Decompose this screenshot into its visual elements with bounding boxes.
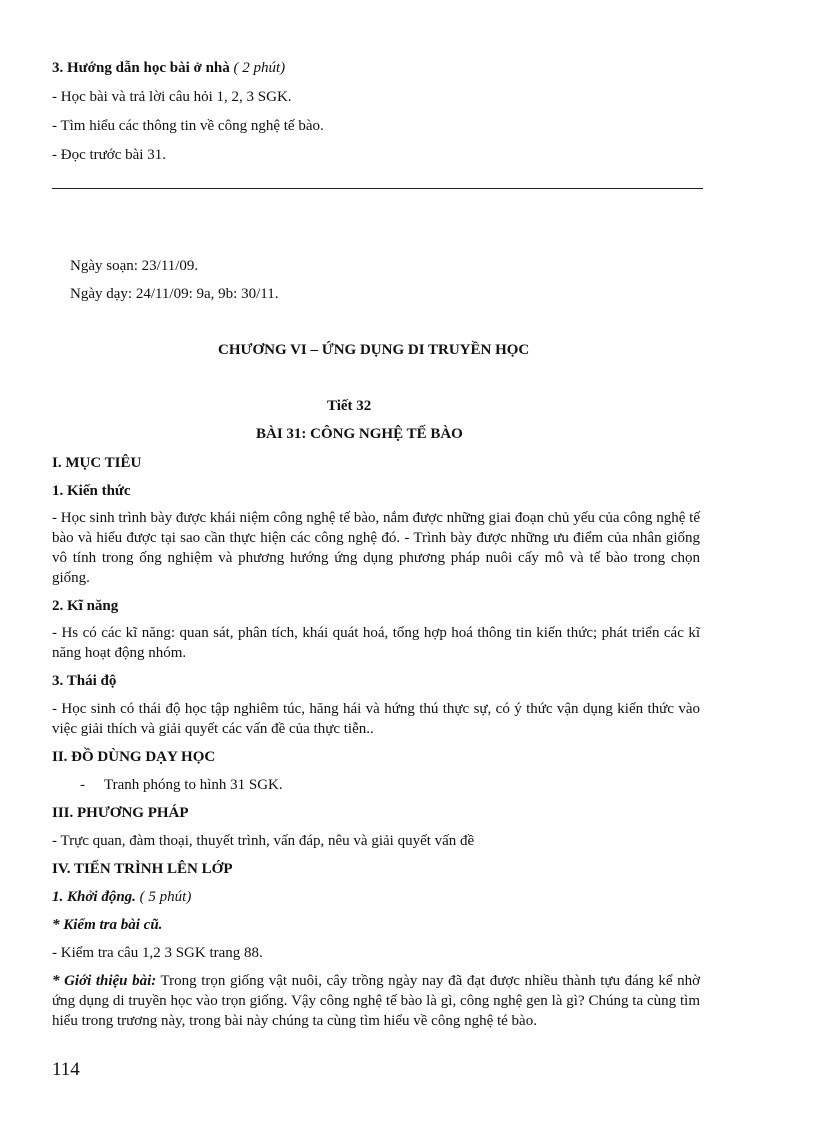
knowledge-text: - Học sinh trình bày được khái niệm công nghệ tế bào, nắm được những giai đoạn chủ yếu của công nghệ tế bào và hiểu được tại sao cần thực hiện các công nghệ đó. - Trình bày được những ưu điểm của nhân giống vô tính trong ống nghiệm và phương hướng ứng dụng phương pháp nuôi cấy mô và tế bào trong chọn giống.	[52, 510, 700, 586]
homework-heading-line	[52, 58, 285, 78]
section-divider	[52, 188, 703, 189]
lesson-title: BÀI 31: CÔNG NGHỆ TẾ BÀO	[256, 426, 463, 442]
homework-item-2: - Tìm hiểu các thông tin về công nghệ tế bào.	[52, 118, 324, 134]
lesson-period: Tiết 32	[327, 398, 372, 414]
warmup-heading: 1. Khởi động.	[52, 889, 136, 905]
skills-heading: 2. Kĩ năng	[52, 598, 119, 614]
review-text: - Kiểm tra câu 1,2 3 SGK trang 88.	[52, 945, 263, 961]
date-taught: Ngày dạy: 24/11/09: 9a, 9b: 30/11.	[70, 286, 279, 302]
homework-item-1: - Học bài và trả lời câu hỏi 1, 2, 3 SGK.	[52, 89, 292, 105]
procedure-heading: IV. TIẾN TRÌNH LÊN LỚP	[52, 861, 233, 877]
attitude-text: - Học sinh có thái độ học tập nghiêm túc, hăng hái và hứng thú thực sự, có ý thức vận dụng kiến thức vào việc giải thích và giải quyết các vấn đề của thực tiễn..	[52, 701, 700, 737]
homework-item-3: - Đọc trước bài 31.	[52, 147, 166, 163]
review-heading: * Kiểm tra bài cũ.	[52, 917, 163, 933]
method-heading: III. PHƯƠNG PHÁP	[52, 805, 189, 821]
equipment-heading: II. ĐỒ DÙNG DẠY HỌC	[52, 749, 216, 765]
method-text: - Trực quan, đàm thoại, thuyết trình, vấn đáp, nêu và giải quyết vấn đề	[52, 833, 475, 849]
homework-time: ( 2 phút)	[233, 60, 286, 76]
intro-paragraph	[52, 971, 700, 1031]
skills-text: - Hs có các kĩ năng: quan sát, phân tích, khái quát hoá, tổng hợp hoá thông tin kiến thức; phát triển các kĩ năng hoạt động nhóm.	[52, 625, 700, 661]
equipment-dash: -	[80, 777, 85, 793]
intro-text: Trong trọn giống vật nuôi, cây trồng ngày nay đã đạt được nhiều thành tựu đáng kể nhờ ứng dụng di truyền học vào trọn giống. Vậy công nghệ tế bào là gì, công nghệ gen là gì? Chúng ta cùng tìm hiểu trong trương này, trong bài này chúng ta cùng tìm hiểu về công nghệ té bào.	[52, 973, 700, 1029]
objectives-heading: I. MỤC TIÊU	[52, 455, 142, 471]
attitude-heading: 3. Thái độ	[52, 673, 117, 689]
intro-label: * Giới thiệu bài:	[52, 973, 157, 989]
homework-heading: 3. Hướng dẫn học bài ở nhà	[52, 60, 230, 76]
warmup-time: ( 5 phút)	[139, 889, 192, 905]
equipment-item: Tranh phóng to hình 31 SGK.	[104, 777, 283, 793]
date-prepared: Ngày soạn: 23/11/09.	[70, 258, 199, 274]
chapter-title: CHƯƠNG VI – ỨNG DỤNG DI TRUYỀN HỌC	[218, 342, 530, 358]
knowledge-heading: 1. Kiến thức	[52, 483, 131, 499]
page-number: 114	[52, 1059, 80, 1080]
warmup-line	[52, 887, 191, 907]
